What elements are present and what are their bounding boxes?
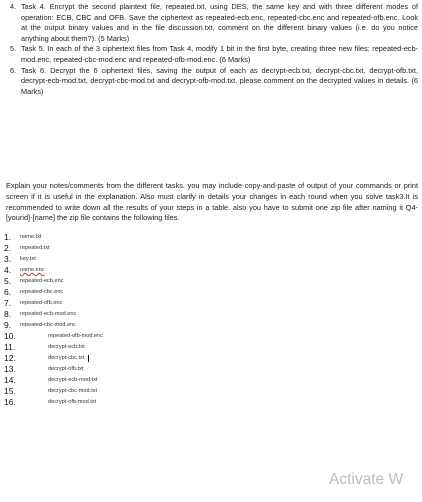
- file-name[interactable]: decrypt-cbc-mod.txt: [48, 388, 98, 394]
- list-item: [4, 375, 304, 386]
- task-item: [10, 2, 418, 44]
- list-item: [4, 386, 304, 397]
- list-item: [4, 364, 304, 375]
- list-item: [4, 298, 304, 309]
- list-number: 4.: [4, 265, 12, 275]
- file-name[interactable]: repeated-ecb.enc: [20, 278, 64, 284]
- list-number: 10.: [4, 331, 16, 341]
- list-item: [4, 287, 304, 298]
- task-item: [10, 44, 418, 65]
- task-number: 4.: [10, 2, 17, 11]
- task-text[interactable]: Task 6. Decrypt the 6 ciphertext files, saving the output of each as decrypt-ecb.txt, decrypt-cbc.txt, decrypt-ofb.txt, decrypt-ecb-mod.txt, decrypt-cbc-mod.txt and decrypt-ofb-mod.txt. please comment on the decrypted values in details. (6 Marks): [21, 65, 418, 96]
- list-item: [4, 243, 304, 254]
- list-number: 3.: [4, 254, 12, 264]
- list-item: [4, 320, 304, 331]
- file-name[interactable]: repeated-cbc-mod.enc: [20, 322, 76, 328]
- task-number: 6.: [10, 65, 17, 75]
- task-list: [10, 2, 418, 97]
- list-number: 9.: [4, 320, 12, 330]
- list-number: 15.: [4, 386, 16, 396]
- file-name[interactable]: repeated.txt: [20, 245, 50, 251]
- list-number: 6.: [4, 287, 12, 297]
- list-item: [4, 309, 304, 320]
- text-cursor: [88, 355, 89, 362]
- file-name[interactable]: decrypt-ofb-mod.txt: [48, 399, 97, 405]
- list-number: 1.: [4, 232, 12, 242]
- list-item: [4, 342, 304, 353]
- list-item: [4, 232, 304, 243]
- file-name[interactable]: name.txt: [20, 234, 42, 240]
- list-number: 12.: [4, 353, 16, 363]
- list-number: 7.: [4, 298, 12, 308]
- list-item: [4, 254, 304, 265]
- file-list: [4, 232, 304, 408]
- list-item: [4, 276, 304, 287]
- task-item: [10, 66, 418, 98]
- explanation-paragraph[interactable]: Explain your notes/comments from the different tasks. you may include copy-and-paste of output of your commands or print screen if it is useful in the explanation. Also must clarify in details your changes in each round when you solve task3.It is recommended to write down all the results of your steps in a table. also you have to submit one zip file after naming it Q4-[yourid]-[name] the zip file contains the following files.: [6, 181, 418, 223]
- task-text[interactable]: Task 4. Encrypt the second plaintext file, repeated.txt, using DES, the same key and with three different modes of operation: ECB, CBC and OFB. Save the ciphertext as repeated-ecb.enc, repeated-cbc.enc and repeated-ofb.enc. Look at the output binary values and in the file discussion.txt, comment on the different binary values (i.e. do you notice anything about them?). (5 Marks): [21, 2, 418, 43]
- list-number: 2.: [4, 243, 12, 253]
- task-text[interactable]: Task 5. In each of the 3 ciphertext files from Task 4, modify 1 bit in the first byte, creating three new files: repeated-ecb-mod.enc, repeated-cbc-mod.enc and repeated-ofb-mod.enc. (6 Marks): [21, 44, 418, 64]
- file-name[interactable]: repeated-cbc.enc: [20, 289, 64, 295]
- list-number: 13.: [4, 364, 16, 374]
- list-number: 14.: [4, 375, 16, 385]
- file-name[interactable]: decrypt-ecb-mod.txt: [48, 377, 98, 383]
- list-item: [4, 353, 304, 364]
- list-number: 11.: [4, 342, 16, 352]
- file-name[interactable]: repeated-ofb-mod.enc: [48, 333, 104, 339]
- list-item: [4, 331, 304, 342]
- file-name[interactable]: key.txt: [20, 256, 36, 262]
- file-name[interactable]: repeated-ofb.enc: [20, 300, 63, 306]
- file-name[interactable]: decrypt-ofb.txt: [48, 366, 84, 372]
- file-name[interactable]: name.enc: [20, 267, 45, 273]
- activation-watermark: Activate W: [329, 471, 404, 488]
- task-number: 5.: [10, 44, 17, 54]
- list-number: 16.: [4, 397, 16, 407]
- file-name[interactable]: decrypt-cbc.txt: [48, 355, 85, 361]
- list-number: 5.: [4, 276, 12, 286]
- list-item: [4, 397, 304, 408]
- file-name[interactable]: repeated-ecb-mod.enc: [20, 311, 77, 317]
- list-number: 8.: [4, 309, 12, 319]
- list-item: [4, 265, 304, 276]
- file-name[interactable]: decrypt-ecb.txt: [48, 344, 85, 350]
